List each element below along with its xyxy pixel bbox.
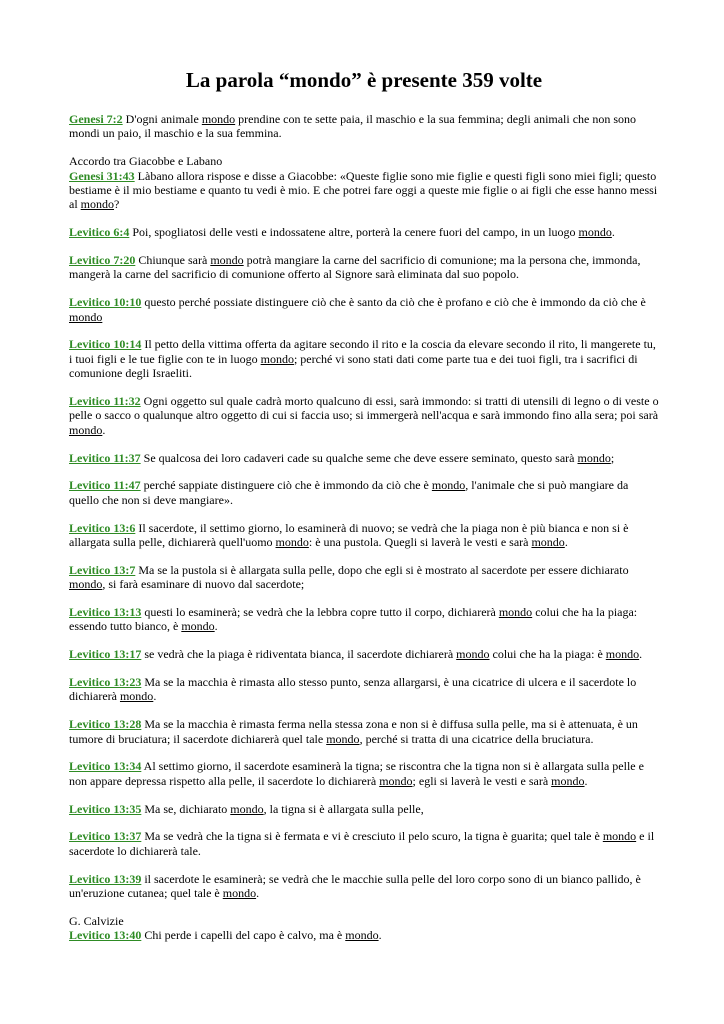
- verse-text: il sacerdote le esaminerà; se vedrà che le macchie sulla pelle del loro corpo sono di un bianco pallido, è un'eruzione cutanea; quel tale è: [69, 871, 641, 901]
- verse-entry: [69, 451, 659, 465]
- section-heading: Accordo tra Giacobbe e Labano: [69, 154, 223, 169]
- highlighted-word: mondo: [577, 450, 611, 465]
- verse-text: .: [564, 535, 568, 550]
- verse-reference-link[interactable]: Genesi 7:2: [69, 112, 123, 126]
- highlighted-word: mondo: [379, 773, 413, 788]
- verse-entry: [69, 605, 659, 634]
- highlighted-word: mondo: [498, 605, 533, 620]
- verse-text: Ma se, dichiarato: [141, 801, 231, 816]
- highlighted-word: mondo: [605, 647, 640, 662]
- verse-entry: [69, 253, 659, 282]
- verse-entry: [69, 337, 659, 380]
- verse-reference-link[interactable]: Genesi 31:43: [69, 168, 135, 183]
- verse-entry: [69, 759, 659, 788]
- verse-text: .: [639, 647, 643, 662]
- verse-text: colui che ha la piaga: essendo tutto bianco, è: [69, 605, 638, 634]
- verse-entry: [69, 872, 659, 901]
- verse-text: .: [256, 886, 260, 901]
- verse-reference-link[interactable]: Levitico 11:32: [69, 394, 141, 409]
- verse-entry: [69, 802, 659, 816]
- highlighted-word: mondo: [326, 731, 360, 746]
- verse-text: , perché si tratta di una cicatrice della bruciatura.: [359, 731, 594, 746]
- verse-reference-link[interactable]: Levitico 13:7: [69, 562, 136, 577]
- verse-reference-link[interactable]: Levitico 11:47: [69, 478, 141, 493]
- highlighted-word: mondo: [69, 422, 103, 437]
- verse-entry: [69, 478, 659, 507]
- verse-text: perché sappiate distinguere ciò che è immondo da ciò che è: [140, 478, 432, 493]
- verse-text: Il sacerdote, il settimo giorno, lo esaminerà di nuovo; se vedrà che la piaga non è più bianca e non si è allargata sulla pelle, dichiarerà quell'uomo: [69, 520, 629, 550]
- verse-entry: [69, 829, 659, 858]
- verse-text: Ma se la macchia è rimasta ferma nella stessa zona e non si è diffusa sulla pelle, ma si è attenuata, è un tumore di bruciatura; il sacerdote dichiarerà quel tale: [69, 717, 638, 746]
- verse-entry: [69, 563, 659, 592]
- verse-text: ; egli si laverà le vesti e sarà: [412, 773, 552, 788]
- highlighted-word: mondo: [551, 773, 585, 788]
- highlighted-word: mondo: [222, 886, 257, 901]
- verse-entry: [69, 717, 659, 746]
- verse-entry: [69, 675, 659, 704]
- highlighted-word: mondo: [69, 577, 103, 592]
- verse-text: ?: [114, 197, 120, 212]
- highlighted-word: mondo: [201, 112, 236, 126]
- verse-text: Il petto della vittima offerta da agitare secondo il rito e la coscia da elevare secondo il rito, li mangerete tu, i tuoi figli e le tue figlie con te in luogo: [69, 337, 656, 366]
- highlighted-word: mondo: [69, 309, 103, 324]
- verse-entry: [69, 394, 659, 437]
- verse-text: , la tigna si è allargata sulla pelle,: [263, 801, 424, 816]
- verse-reference-link[interactable]: Levitico 13:40: [69, 928, 142, 943]
- verse-reference-link[interactable]: Levitico 13:17: [69, 647, 142, 662]
- verse-reference-link[interactable]: Levitico 10:14: [69, 337, 142, 352]
- document-page: [69, 66, 659, 956]
- verse-text: Se qualcosa dei loro cadaveri cade su qualche seme che deve essere seminato, questo sarà: [140, 450, 578, 465]
- highlighted-word: mondo: [230, 801, 264, 816]
- verse-text: : è una pustola. Quegli si laverà le vesti e sarà: [308, 535, 532, 550]
- highlighted-word: mondo: [531, 535, 565, 550]
- verse-text: .: [611, 225, 615, 240]
- verse-list: [69, 112, 659, 943]
- verse-text: Chi perde i capelli del capo è calvo, ma è: [141, 928, 346, 943]
- verse-reference-link[interactable]: Levitico 13:23: [69, 675, 142, 690]
- highlighted-word: mondo: [119, 689, 154, 704]
- verse-text: Ogni oggetto sul quale cadrà morto qualcuno di essi, sarà immondo: si tratti di utensili di legno o di veste o pelle o sacco o qualunque altro oggetto di cui si faccia uso; si immergerà nell'acqua e sarà immondo fino alla sera; poi sarà: [69, 394, 659, 423]
- verse-text: Làbano allora rispose e disse a Giacobbe: «Queste figlie sono mie figlie e questi figli sono miei figli; questo bestiame è il mio bestiame e quanto tu vedi è mio. E che potrei fare oggi a queste mie figlie o ai figli che esse hanno messi al: [69, 168, 658, 212]
- verse-text: Poi, spogliatosi delle vesti e indossatene altre, porterà la cenere fuori del campo, in un luogo: [129, 225, 579, 240]
- verse-entry: [69, 225, 659, 239]
- highlighted-word: mondo: [210, 253, 244, 268]
- section-heading: G. Calvizie: [69, 913, 124, 928]
- verse-reference-link[interactable]: Levitico 13:34: [69, 759, 142, 774]
- verse-reference-link[interactable]: Levitico 7:20: [69, 253, 136, 268]
- verse-text: .: [584, 773, 588, 788]
- verse-entry: [69, 295, 659, 324]
- verse-text: prendine con te sette paia, il maschio e la sua femmina; degli animali che non sono mondi un paio, il maschio e la sua femmina.: [69, 112, 637, 141]
- verse-reference-link[interactable]: Levitico 13:6: [69, 520, 136, 535]
- verse-text: .: [102, 422, 106, 437]
- verse-text: D'ogni animale: [122, 112, 202, 126]
- verse-entry: [69, 647, 659, 661]
- verse-entry: [69, 521, 659, 550]
- verse-reference-link[interactable]: Levitico 13:37: [69, 829, 142, 844]
- verse-text: e il sacerdote lo dichiarerà tale.: [69, 829, 655, 858]
- verse-text: .: [378, 928, 382, 943]
- verse-text: ; perché vi sono stati dati come parte tua e dei tuoi figli, tra i sacrifici di comunione degli Israeliti.: [69, 351, 638, 381]
- page-title: La parola “mondo” è presente 359 volte: [185, 68, 543, 92]
- verse-text: questi lo esaminerà; se vedrà che la lebbra copre tutto il corpo, dichiarerà: [141, 605, 499, 620]
- verse-text: Chiunque sarà: [135, 253, 211, 268]
- verse-text: se vedrà che la piaga è ridiventata bianca, il sacerdote dichiarerà: [141, 647, 457, 662]
- verse-reference-link[interactable]: Levitico 13:13: [69, 605, 142, 620]
- verse-entry: [69, 112, 659, 141]
- verse-reference-link[interactable]: Levitico 13:28: [69, 717, 142, 732]
- verse-entry: [69, 914, 659, 943]
- verse-text: .: [153, 689, 157, 704]
- verse-text: .: [214, 619, 218, 634]
- verse-text: , l'animale che si può mangiare da quello che non si deve mangiare».: [69, 478, 629, 507]
- verse-reference-link[interactable]: Levitico 13:39: [69, 871, 142, 886]
- verse-text: ;: [610, 450, 615, 465]
- verse-text: colui che ha la piaga: è: [489, 647, 606, 662]
- highlighted-word: mondo: [456, 647, 490, 662]
- highlighted-word: mondo: [260, 351, 294, 366]
- verse-reference-link[interactable]: Levitico 13:35: [69, 801, 142, 816]
- verse-text: Ma se vedrà che la tigna si è fermata e vi è cresciuto il pelo scuro, la tigna è guarita; quel tale è: [141, 829, 603, 844]
- highlighted-word: mondo: [578, 225, 612, 240]
- verse-entry: [69, 154, 659, 212]
- verse-reference-link[interactable]: Levitico 10:10: [69, 295, 142, 310]
- highlighted-word: mondo: [80, 197, 115, 212]
- verse-text: potrà mangiare la carne del sacrificio di comunione; ma la persona che, immonda, mangerà la carne del sacrificio di comunione offerto al Signore sarà eliminata dal suo popolo.: [69, 253, 641, 282]
- highlighted-word: mondo: [431, 478, 466, 493]
- verse-text: Al settimo giorno, il sacerdote esaminerà la tigna; se riscontra che la tigna non si è allargata sulla pelle e non appare depressa rispetto alla pelle, il sacerdote lo dichiarerà: [69, 759, 644, 788]
- highlighted-word: mondo: [181, 619, 215, 634]
- verse-reference-link[interactable]: Levitico 6:4: [69, 225, 130, 240]
- verse-text: questo perché possiate distinguere ciò che è santo da ciò che è profano e ciò che è immondo da ciò che è: [141, 295, 646, 310]
- verse-text: Ma se la macchia è rimasta allo stesso punto, senza allargarsi, è una cicatrice di ulcera e il sacerdote lo dichiarerà: [69, 675, 637, 704]
- verse-text: Ma se la pustola si è allargata sulla pelle, dopo che egli si è mostrato al sacerdote per essere dichiarato: [135, 562, 629, 577]
- verse-reference-link[interactable]: Levitico 11:37: [69, 450, 141, 465]
- highlighted-word: mondo: [602, 829, 637, 844]
- verse-text: , si farà esaminare di nuovo dal sacerdote;: [102, 577, 305, 592]
- highlighted-word: mondo: [345, 928, 379, 943]
- highlighted-word: mondo: [275, 535, 309, 550]
